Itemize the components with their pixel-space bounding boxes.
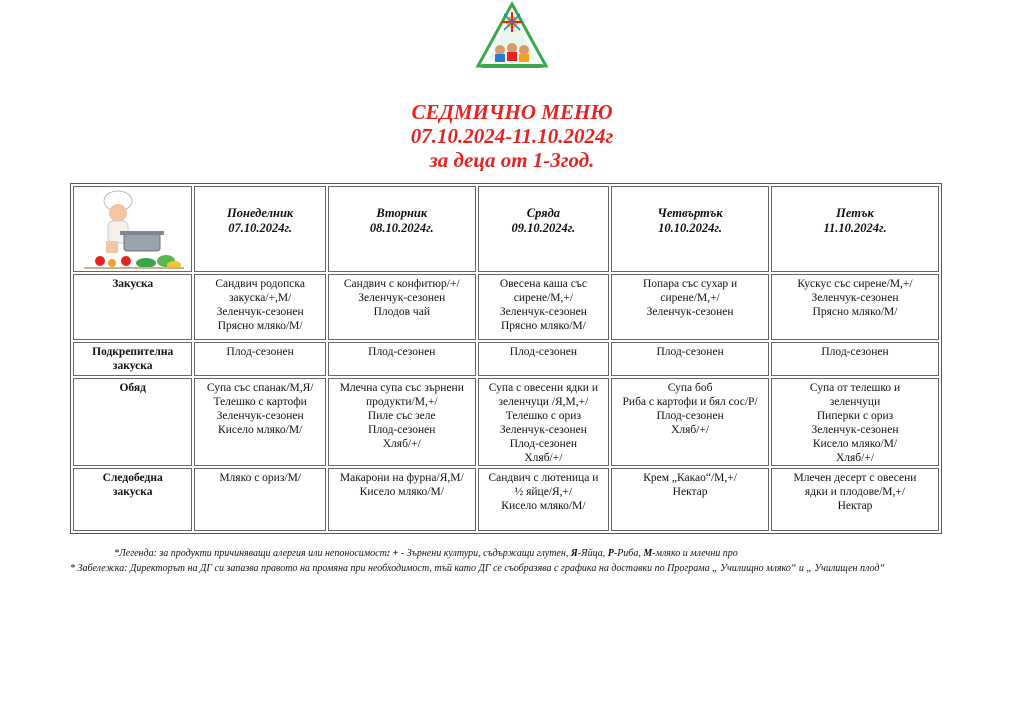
legend-egg-text: -Яйца,	[577, 548, 608, 559]
day-name: Вторник	[376, 206, 428, 220]
dish-line: Плод-сезонен	[656, 410, 724, 422]
meal-label-line: закуска	[112, 360, 153, 372]
legend-fish-text: -Риба,	[613, 548, 644, 559]
dish-line: Зеленчук-сезонен	[358, 292, 446, 304]
dish-line: Телешко с картофи	[213, 396, 307, 408]
menu-cell	[478, 468, 610, 531]
dish-line: Кисело мляко/М/	[812, 438, 898, 450]
dish-line: Зеленчук-сезонен	[646, 306, 734, 318]
menu-cell	[771, 378, 939, 466]
dish-line: Супа от телешко и	[809, 382, 901, 394]
dish-line: Сандвич родопска	[215, 278, 305, 290]
meal-label	[73, 468, 192, 531]
menu-cell	[478, 342, 610, 376]
table-header-row	[73, 186, 939, 272]
day-header-thursday	[611, 186, 769, 272]
age-group: за деца от 1-3год.	[429, 148, 595, 172]
chef-child-icon	[74, 187, 192, 271]
legend-prefix: Легенда: за продукти причиняващи алергия или непоносимост	[119, 548, 387, 559]
table-row-breakfast	[73, 274, 939, 340]
dish-line: Зеленчук-сезонен	[811, 292, 899, 304]
kindergarten-logo-icon	[474, 2, 550, 70]
dish-line: зеленчуци	[829, 396, 881, 408]
dish-line: закуска/+,М/	[228, 292, 292, 304]
dish-line: Хляб/+/	[671, 424, 710, 436]
dish-line: Млечна супа със зърнени	[339, 382, 464, 394]
dish-line: Кускус със сирене/М,+/	[797, 278, 913, 290]
dish-line: Млечен десерт с овесени	[793, 472, 917, 484]
menu-cell	[194, 378, 326, 466]
legend-fish-letter: Р	[607, 548, 614, 559]
menu-cell	[328, 468, 476, 531]
menu-cell	[478, 378, 610, 466]
dish-line: Плод-сезонен	[509, 346, 578, 358]
day-name: Четвъртък	[657, 206, 723, 220]
meal-label-line: Закуска	[112, 278, 154, 290]
dish-line: Попара със сухар и	[642, 278, 738, 290]
dish-line: Плод-сезонен	[368, 346, 436, 358]
legend-milk-letter: М	[643, 548, 653, 559]
day-date: 08.10.2024г.	[369, 221, 434, 235]
table-row-lunch	[73, 378, 939, 466]
director-note: * Забележка: Директорът на ДГ си запазва правото на промяна при необходимост, тъй като ДГ се съобразява с графика на доставки по Програма „ Училищно мляко“ и „ Училищен плод“	[70, 563, 885, 574]
legend-plus-text: - Зърнени култури, съдържащи глутен,	[398, 548, 571, 559]
title-block	[0, 100, 1024, 172]
day-name: Петък	[836, 206, 874, 220]
menu-cell	[611, 468, 769, 531]
day-header-tuesday	[328, 186, 476, 272]
dish-line: Плодов чай	[373, 306, 430, 318]
dish-line: Крем „Какао“/М,+/	[643, 472, 737, 484]
day-name: Сряда	[526, 206, 561, 220]
day-header-friday	[771, 186, 939, 272]
dish-line: Плод-сезонен	[509, 438, 578, 450]
dish-line: Нектар	[672, 486, 708, 498]
dish-line: Хляб/+/	[835, 452, 875, 464]
weekly-menu-table	[70, 183, 942, 534]
dish-line: Супа боб	[667, 382, 713, 394]
dish-line: Мляко с ориз/М/	[219, 472, 301, 484]
meal-label	[73, 274, 192, 340]
dish-line: Риба с картофи и бял сос/Р/	[622, 396, 758, 408]
meal-label	[73, 378, 192, 466]
meal-label-line: закуска	[112, 486, 153, 498]
dish-line: Прясно мляко/М/	[217, 320, 303, 332]
menu-cell	[611, 342, 769, 376]
dish-line: Плод-сезонен	[368, 424, 436, 436]
day-date: 10.10.2024г.	[658, 221, 722, 235]
table-row-snack	[73, 342, 939, 376]
dish-line: Хляб/+/	[382, 438, 421, 450]
menu-cell	[328, 274, 476, 340]
menu-cell	[611, 274, 769, 340]
menu-cell	[194, 274, 326, 340]
dish-line: Зеленчук-сезонен	[499, 424, 587, 436]
menu-cell	[194, 468, 326, 531]
dish-line: зеленчуци /Я,М,+/	[498, 396, 589, 408]
day-date: 09.10.2024г.	[511, 221, 576, 235]
dish-line: Сандвич с конфитюр/+/	[343, 278, 460, 290]
dish-line: Прясно мляко/М/	[500, 320, 586, 332]
dish-line: Кисело мляко/М/	[359, 486, 444, 498]
menu-cell	[328, 378, 476, 466]
dish-line: Кисело мляко/М/	[501, 500, 586, 512]
menu-cell	[478, 274, 610, 340]
legend-asterisk: *	[114, 548, 119, 559]
table-row-afternoon-snack	[73, 468, 939, 531]
dish-line: Зеленчук-сезонен	[216, 306, 304, 318]
dish-line: сирене/М,+/	[660, 292, 720, 304]
dish-line: Макарони на фурна/Я,М/	[339, 472, 464, 484]
dish-line: Супа с овесени ядки и	[488, 382, 598, 394]
day-date: 11.10.2024г.	[823, 221, 887, 235]
dish-line: Плод-сезонен	[226, 346, 294, 358]
dish-line: Пиле със зеле	[367, 410, 436, 422]
menu-cell	[194, 342, 326, 376]
menu-cell	[771, 468, 939, 531]
day-header-wednesday	[478, 186, 610, 272]
dish-line: Зеленчук-сезонен	[216, 410, 304, 422]
day-header-monday	[194, 186, 326, 272]
menu-cell	[771, 274, 939, 340]
menu-cell	[328, 342, 476, 376]
dish-line: Пиперки с ориз	[816, 410, 894, 422]
legend-milk-text: -мляко и млечни про	[652, 548, 738, 559]
meal-label-line: Следобедна	[102, 472, 163, 484]
day-date: 07.10.2024г.	[228, 221, 293, 235]
dish-line: Супа със спанак/М,Я/	[206, 382, 314, 394]
dish-line: Зеленчук-сезонен	[811, 424, 899, 436]
dish-line: Сандвич с лютеница и	[488, 472, 599, 484]
dish-line: сирене/М,+/	[513, 292, 574, 304]
allergen-legend	[114, 548, 738, 559]
menu-cell	[611, 378, 769, 466]
date-range: 07.10.2024-11.10.2024г	[410, 124, 614, 148]
meal-label-line: Обяд	[119, 382, 146, 394]
meal-label-line: Подкрепителна	[92, 346, 174, 358]
corner-image-cell	[73, 186, 192, 272]
dish-line: Нектар	[837, 500, 873, 512]
dish-line: Кисело мляко/М/	[218, 424, 303, 436]
dish-line: Прясно мляко/М/	[812, 306, 898, 318]
dish-line: ½ яйце/Я,+/	[514, 486, 573, 498]
dish-line: Овесена каша със	[499, 278, 587, 290]
legend-colon: :	[386, 548, 391, 559]
dish-line: продукти/М,+/	[366, 396, 438, 408]
menu-cell	[771, 342, 939, 376]
dish-line: Плод-сезонен	[821, 346, 889, 358]
dish-line: Телешко с ориз	[505, 410, 581, 422]
meal-label	[73, 342, 192, 376]
legend-plus: +	[392, 548, 399, 559]
menu-title: СЕДМИЧНО МЕНЮ	[411, 100, 613, 124]
dish-line: Хляб/+/	[524, 452, 563, 464]
day-name: Понеделник	[227, 206, 294, 220]
dish-line: Плод-сезонен	[656, 346, 724, 358]
legend-egg-letter: Я	[570, 548, 578, 559]
dish-line: ядки и плодове/М,+/	[804, 486, 906, 498]
dish-line: Зеленчук-сезонен	[499, 306, 587, 318]
